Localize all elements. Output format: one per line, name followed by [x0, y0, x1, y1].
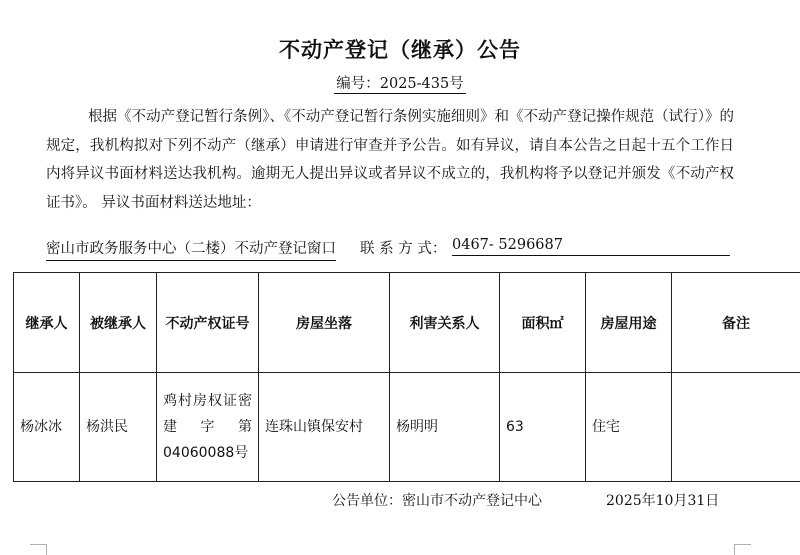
cell-heir: 杨冰冰 — [14, 373, 80, 482]
footer-unit: 公告单位：密山市不动产登记中心 — [332, 490, 542, 510]
address-value: 密山市政务服务中心（二楼）不动产登记窗口 — [46, 237, 336, 261]
cell-location: 连珠山镇保安村 — [259, 373, 390, 482]
cell-interested-party: 杨明明 — [390, 373, 500, 482]
header-area: 面积㎡ — [500, 273, 586, 373]
cert-line-2: 建 字 第 — [163, 414, 252, 440]
doc-number — [0, 72, 800, 93]
footer-date: 2025年10月31日 — [606, 490, 719, 510]
page-corner-mark-left — [30, 544, 47, 555]
header-deceased: 被继承人 — [80, 273, 157, 373]
notice-title: 不动产登记（继承）公告 — [0, 34, 800, 64]
cell-deceased: 杨洪民 — [80, 373, 157, 482]
table-header-row — [14, 273, 800, 373]
page-corner-mark-right — [734, 544, 751, 555]
cell-cert-number — [157, 373, 259, 482]
header-remarks: 备注 — [672, 273, 800, 373]
header-cert-number: 不动产权证号 — [157, 273, 259, 373]
doc-number-text: 编号：2025-435号 — [334, 76, 465, 94]
cell-usage: 住宅 — [586, 373, 672, 482]
header-usage: 房屋用途 — [586, 273, 672, 373]
cell-area: 63 — [500, 373, 586, 482]
phone-value: 0467- 5296687 — [452, 237, 730, 256]
header-location: 房屋坐落 — [259, 273, 390, 373]
cert-line-1: 鸡村房权证密 — [163, 388, 252, 414]
header-interested-party: 利害关系人 — [390, 273, 500, 373]
cert-line-3: 04060088号 — [163, 440, 252, 466]
header-heir: 继承人 — [14, 273, 80, 373]
cell-remarks — [672, 373, 800, 482]
table-row — [14, 373, 800, 482]
notice-body: 根据《不动产登记暂行条例》、《不动产登记暂行条例实施细则》和《不动产登记操作规范（试行）》的规定，我机构拟对下列不动产（继承）申请进行审查并予公告。如有异议，请自本公告之日起十五个工作日内将异议书面材料送达我机构。逾期无人提出异议或者异议不成立的，我机构将予以登记并颁发《不动产权证书》。 异议书面材料送达地址： — [46, 103, 734, 217]
phone-label: 联 系 方 式： — [360, 237, 446, 258]
inheritance-table — [13, 272, 800, 482]
